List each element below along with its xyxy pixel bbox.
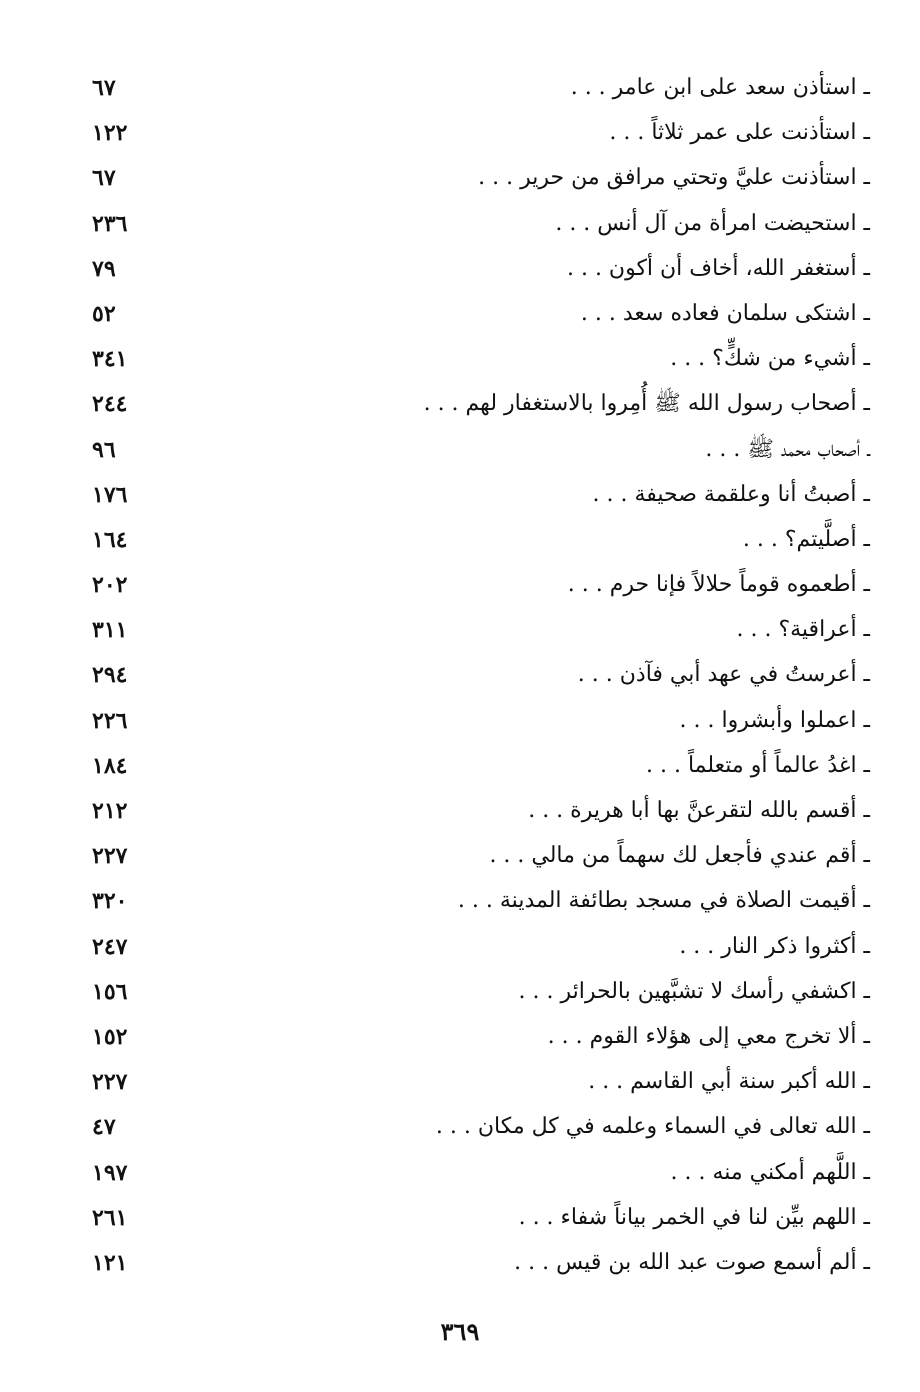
index-entry: [92, 473, 870, 518]
index-entry: [92, 699, 870, 744]
index-entry: [92, 925, 870, 970]
entry-page-number: ١٥٢: [92, 1023, 128, 1050]
entry-text: ـ أقم عندي فأجعل لك سهماً من مالي . . .: [489, 843, 870, 869]
entry-page-number: ٢١٢: [92, 798, 128, 824]
entry-page-number: ٢٢٧: [92, 843, 128, 870]
entry-page-number: ٢٩٤: [92, 662, 128, 689]
index-entry: [92, 608, 870, 653]
entry-text: ـ أستغفر الله، أخاف أن أكون . . .: [566, 255, 870, 281]
entry-page-number: ٢٣٦: [92, 210, 128, 237]
page-number: ٣٦٩: [440, 1317, 480, 1346]
entry-text: ـ استحيضت امرأة من آل أنس . . .: [555, 210, 870, 236]
entry-text: ـ أعرستُ في عهد أبي فآذن . . .: [577, 662, 870, 688]
entry-text: ـ أصحاب محمد ﷺ . . .: [705, 436, 870, 462]
index-entry: [92, 1196, 870, 1241]
entry-page-number: ٢٤٧: [92, 933, 128, 960]
index-entry: [92, 879, 870, 924]
entry-text: ـ اغدُ عالماً أو متعلماً . . .: [646, 752, 870, 778]
entry-page-number: ٤٧: [92, 1114, 116, 1141]
entry-text: ـ الله تعالى في السماء وعلمه في كل مكان . . .: [435, 1114, 870, 1140]
entry-page-number: ٢٤٤: [92, 391, 128, 418]
entry-text: ـ اشتكى سلمان فعاده سعد . . .: [580, 300, 870, 326]
entry-page-number: ٦٧: [92, 165, 116, 192]
index-entry: [92, 563, 870, 608]
entry-text: ـ أقسم بالله لتقرعنَّ بها أبا هريرة . . .: [528, 798, 870, 823]
index-entry: [92, 789, 870, 834]
entry-page-number: ١٢٢: [92, 120, 128, 147]
index-entry: [92, 156, 870, 201]
entry-text: ـ اعملوا وأبشروا . . .: [679, 707, 870, 733]
entry-page-number: ٢٢٦: [92, 707, 128, 734]
index-entry: [92, 1060, 870, 1105]
entry-text: ـ استأذنت على عمر ثلاثاً . . .: [609, 120, 870, 146]
index-entry: [92, 292, 870, 337]
entry-text: ـ اللهم بيِّن لنا في الخمر بياناً شفاء . . .: [518, 1204, 870, 1230]
entry-text: ـ أصبتُ أنا وعلقمة صحيفة . . .: [592, 481, 870, 507]
entry-page-number: ٢٦١: [92, 1204, 128, 1231]
index-entry: [92, 428, 870, 473]
index-entry: [92, 202, 870, 247]
index-list: [92, 66, 870, 1286]
entry-page-number: ٣١١: [92, 617, 128, 644]
index-entry: [92, 834, 870, 879]
entry-text: ـ أطعموه قوماً حلالاً فإنا حرم . . .: [567, 572, 870, 598]
index-entry: [92, 1151, 870, 1196]
entry-page-number: ٣٤١: [92, 346, 128, 373]
index-entry: [92, 970, 870, 1015]
entry-text: ـ ألا تخرج معي إلى هؤلاء القوم . . .: [547, 1023, 870, 1049]
entry-page-number: ٢٠٢: [92, 572, 128, 599]
entry-text: ـ ألم أسمع صوت عبد الله بن قيس . . .: [514, 1249, 870, 1275]
entry-text: ـ الله أكبر سنة أبي القاسم . . .: [588, 1069, 870, 1095]
index-entry: [92, 111, 870, 156]
index-entry: [92, 247, 870, 292]
entry-page-number: ٣٢٠: [92, 888, 128, 915]
entry-text: ـ أكثروا ذكر النار . . .: [679, 933, 870, 959]
entry-text: ـ أشيء من شكٍّ؟ . . .: [670, 346, 870, 372]
entry-page-number: ١٨٤: [92, 752, 128, 779]
entry-text: ـ أصلَّيتم؟ . . .: [742, 526, 870, 552]
entry-page-number: ٢٢٧: [92, 1069, 128, 1096]
index-entry: [92, 1105, 870, 1150]
entry-page-number: ٩٦: [92, 436, 116, 463]
index-entry: [92, 337, 870, 382]
index-entry: [92, 744, 870, 789]
entry-page-number: ١٩٧: [92, 1159, 128, 1186]
index-entry: [92, 1015, 870, 1060]
entry-text: ـ أقيمت الصلاة في مسجد بطائفة المدينة . . .: [457, 888, 870, 914]
index-entry: [92, 1241, 870, 1286]
entry-text: ـ اكشفي رأسك لا تشبَّهين بالحرائر . . .: [518, 978, 870, 1004]
index-entry: [92, 382, 870, 427]
entry-page-number: ١٢١: [92, 1249, 128, 1276]
entry-page-number: ١٦٤: [92, 526, 128, 553]
entry-page-number: ٦٧: [92, 75, 116, 101]
entry-text: ـ أصحاب رسول الله ﷺ أُمِروا بالاستغفار لهم . . .: [423, 391, 870, 417]
entry-page-number: ٥٢: [92, 300, 116, 327]
entry-page-number: ١٧٦: [92, 481, 128, 508]
index-entry: [92, 66, 870, 111]
entry-page-number: ٧٩: [92, 255, 116, 282]
entry-text: ـ استأذن سعد على ابن عامر . . .: [570, 75, 870, 100]
entry-text: ـ استأذنت عليَّ وتحتي مرافق من حرير . . .: [478, 165, 870, 191]
entry-page-number: ١٥٦: [92, 978, 128, 1005]
entry-text: ـ اللَّهم أمكني منه . . .: [670, 1159, 870, 1185]
index-entry: [92, 653, 870, 698]
entry-text: ـ أعراقية؟ . . .: [736, 617, 870, 643]
index-entry: [92, 518, 870, 563]
